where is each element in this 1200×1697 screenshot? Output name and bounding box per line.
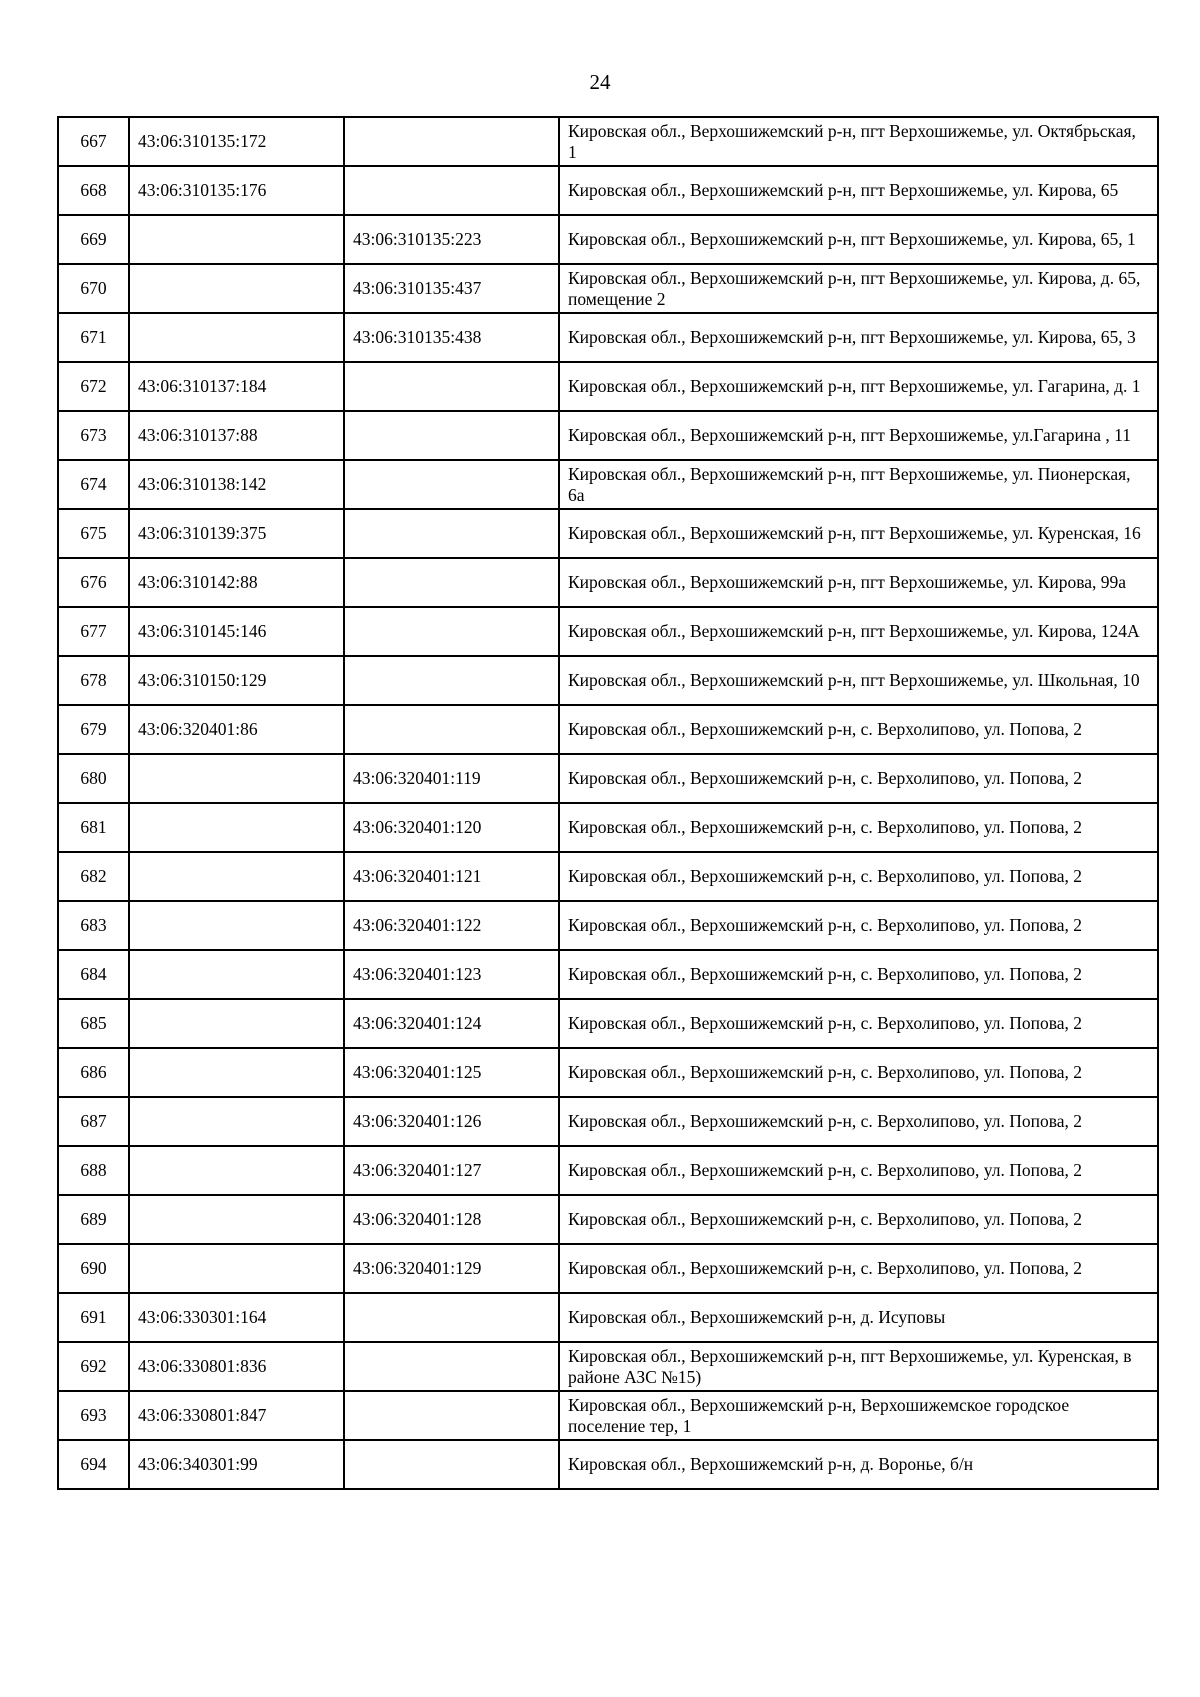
building-cadastral-number-cell: 43:06:320401:121: [344, 852, 559, 901]
table-row: [58, 607, 1158, 656]
row-number-cell: 687: [58, 1097, 129, 1146]
page-number: 24: [589, 70, 611, 94]
building-cadastral-number-cell: 43:06:320401:125: [344, 1048, 559, 1097]
land-cadastral-number-cell: [129, 950, 344, 999]
table-row: [58, 215, 1158, 264]
building-cadastral-number-cell: [344, 558, 559, 607]
building-cadastral-number-cell: [344, 656, 559, 705]
address-cell: Кировская обл., Верхошижемский р-н, с. Верхолипово, ул. Попова, 2: [559, 1048, 1158, 1097]
row-number-cell: 685: [58, 999, 129, 1048]
land-cadastral-number-cell: 43:06:310137:88: [129, 411, 344, 460]
building-cadastral-number-cell: 43:06:320401:126: [344, 1097, 559, 1146]
address-cell: Кировская обл., Верхошижемский р-н, д. Воронье, б/н: [559, 1440, 1158, 1489]
building-cadastral-number-cell: 43:06:320401:128: [344, 1195, 559, 1244]
row-number-cell: 693: [58, 1391, 129, 1440]
building-cadastral-number-cell: 43:06:320401:127: [344, 1146, 559, 1195]
address-cell: Кировская обл., Верхошижемский р-н, пгт Верхошижемье, ул. Кирова, 65, 1: [559, 215, 1158, 264]
table-row: [58, 950, 1158, 999]
row-number-cell: 668: [58, 166, 129, 215]
row-number-cell: 674: [58, 460, 129, 509]
land-cadastral-number-cell: [129, 1048, 344, 1097]
address-cell: Кировская обл., Верхошижемский р-н, пгт Верхошижемье, ул. Пионерская, 6а: [559, 460, 1158, 509]
land-cadastral-number-cell: 43:06:310138:142: [129, 460, 344, 509]
land-cadastral-number-cell: [129, 1244, 344, 1293]
land-cadastral-number-cell: [129, 754, 344, 803]
row-number-cell: 684: [58, 950, 129, 999]
building-cadastral-number-cell: 43:06:320401:122: [344, 901, 559, 950]
table-row: [58, 1342, 1158, 1391]
table-row: [58, 803, 1158, 852]
row-number-cell: 671: [58, 313, 129, 362]
address-cell: Кировская обл., Верхошижемский р-н, с. Верхолипово, ул. Попова, 2: [559, 901, 1158, 950]
table-row: [58, 901, 1158, 950]
land-cadastral-number-cell: 43:06:310137:184: [129, 362, 344, 411]
address-cell: Кировская обл., Верхошижемский р-н, пгт Верхошижемье, ул. Кирова, 99а: [559, 558, 1158, 607]
land-cadastral-number-cell: 43:06:310139:375: [129, 509, 344, 558]
address-cell: Кировская обл., Верхошижемский р-н, с. Верхолипово, ул. Попова, 2: [559, 1146, 1158, 1195]
building-cadastral-number-cell: 43:06:320401:129: [344, 1244, 559, 1293]
building-cadastral-number-cell: 43:06:310135:437: [344, 264, 559, 313]
land-cadastral-number-cell: 43:06:310135:176: [129, 166, 344, 215]
building-cadastral-number-cell: 43:06:310135:223: [344, 215, 559, 264]
table-row: [58, 1048, 1158, 1097]
row-number-cell: 669: [58, 215, 129, 264]
land-cadastral-number-cell: [129, 852, 344, 901]
row-number-cell: 672: [58, 362, 129, 411]
table-row: [58, 1293, 1158, 1342]
row-number-cell: 692: [58, 1342, 129, 1391]
table-row: [58, 1097, 1158, 1146]
building-cadastral-number-cell: [344, 362, 559, 411]
table-row: [58, 558, 1158, 607]
table-row: [58, 1146, 1158, 1195]
building-cadastral-number-cell: 43:06:310135:438: [344, 313, 559, 362]
row-number-cell: 676: [58, 558, 129, 607]
row-number-cell: 670: [58, 264, 129, 313]
table-row: [58, 1440, 1158, 1489]
address-cell: Кировская обл., Верхошижемский р-н, пгт Верхошижемье, ул. Октябрьская, 1: [559, 117, 1158, 166]
building-cadastral-number-cell: [344, 705, 559, 754]
address-cell: Кировская обл., Верхошижемский р-н, пгт Верхошижемье, ул. Гагарина, д. 1: [559, 362, 1158, 411]
address-cell: Кировская обл., Верхошижемский р-н, с. Верхолипово, ул. Попова, 2: [559, 999, 1158, 1048]
table-row: [58, 1391, 1158, 1440]
table-row: [58, 313, 1158, 362]
row-number-cell: 673: [58, 411, 129, 460]
land-cadastral-number-cell: 43:06:310135:172: [129, 117, 344, 166]
table-row: [58, 999, 1158, 1048]
table-row: [58, 852, 1158, 901]
land-cadastral-number-cell: 43:06:310142:88: [129, 558, 344, 607]
address-cell: Кировская обл., Верхошижемский р-н, с. Верхолипово, ул. Попова, 2: [559, 1244, 1158, 1293]
table-row: [58, 754, 1158, 803]
table-row: [58, 656, 1158, 705]
land-cadastral-number-cell: 43:06:330301:164: [129, 1293, 344, 1342]
land-cadastral-number-cell: 43:06:340301:99: [129, 1440, 344, 1489]
land-cadastral-number-cell: [129, 1146, 344, 1195]
address-cell: Кировская обл., Верхошижемский р-н, пгт Верхошижемье, ул. Кирова, 65, 3: [559, 313, 1158, 362]
land-cadastral-number-cell: [129, 901, 344, 950]
address-cell: Кировская обл., Верхошижемский р-н, пгт Верхошижемье, ул. Кирова, д. 65, помещение 2: [559, 264, 1158, 313]
land-cadastral-number-cell: 43:06:310145:146: [129, 607, 344, 656]
land-cadastral-number-cell: [129, 215, 344, 264]
row-number-cell: 679: [58, 705, 129, 754]
building-cadastral-number-cell: 43:06:320401:123: [344, 950, 559, 999]
row-number-cell: 691: [58, 1293, 129, 1342]
land-cadastral-number-cell: 43:06:320401:86: [129, 705, 344, 754]
table-row: [58, 264, 1158, 313]
address-cell: Кировская обл., Верхошижемский р-н, пгт Верхошижемье, ул. Куренская, в районе АЗС №15): [559, 1342, 1158, 1391]
building-cadastral-number-cell: [344, 509, 559, 558]
row-number-cell: 689: [58, 1195, 129, 1244]
building-cadastral-number-cell: [344, 117, 559, 166]
address-cell: Кировская обл., Верхошижемский р-н, пгт Верхошижемье, ул. Школьная, 10: [559, 656, 1158, 705]
land-cadastral-number-cell: [129, 803, 344, 852]
building-cadastral-number-cell: [344, 1391, 559, 1440]
address-cell: Кировская обл., Верхошижемский р-н, с. Верхолипово, ул. Попова, 2: [559, 803, 1158, 852]
row-number-cell: 680: [58, 754, 129, 803]
row-number-cell: 688: [58, 1146, 129, 1195]
address-cell: Кировская обл., Верхошижемский р-н, с. Верхолипово, ул. Попова, 2: [559, 705, 1158, 754]
building-cadastral-number-cell: [344, 460, 559, 509]
table-row: [58, 362, 1158, 411]
address-cell: Кировская обл., Верхошижемский р-н, с. Верхолипово, ул. Попова, 2: [559, 1097, 1158, 1146]
row-number-cell: 667: [58, 117, 129, 166]
row-number-cell: 675: [58, 509, 129, 558]
row-number-cell: 690: [58, 1244, 129, 1293]
building-cadastral-number-cell: [344, 1342, 559, 1391]
table-row: [58, 166, 1158, 215]
building-cadastral-number-cell: 43:06:320401:120: [344, 803, 559, 852]
table-row: [58, 705, 1158, 754]
table-row: [58, 117, 1158, 166]
building-cadastral-number-cell: 43:06:320401:124: [344, 999, 559, 1048]
address-cell: Кировская обл., Верхошижемский р-н, д. Исуповы: [559, 1293, 1158, 1342]
row-number-cell: 694: [58, 1440, 129, 1489]
address-cell: Кировская обл., Верхошижемский р-н, с. Верхолипово, ул. Попова, 2: [559, 1195, 1158, 1244]
address-cell: Кировская обл., Верхошижемский р-н, с. Верхолипово, ул. Попова, 2: [559, 852, 1158, 901]
building-cadastral-number-cell: [344, 411, 559, 460]
building-cadastral-number-cell: [344, 607, 559, 656]
address-cell: Кировская обл., Верхошижемский р-н, пгт Верхошижемье, ул. Куренская, 16: [559, 509, 1158, 558]
land-cadastral-number-cell: [129, 1195, 344, 1244]
row-number-cell: 683: [58, 901, 129, 950]
land-cadastral-number-cell: 43:06:310150:129: [129, 656, 344, 705]
address-cell: Кировская обл., Верхошижемский р-н, Верхошижемское городское поселение тер, 1: [559, 1391, 1158, 1440]
land-cadastral-number-cell: 43:06:330801:836: [129, 1342, 344, 1391]
land-cadastral-number-cell: [129, 1097, 344, 1146]
row-number-cell: 682: [58, 852, 129, 901]
building-cadastral-number-cell: 43:06:320401:119: [344, 754, 559, 803]
land-cadastral-number-cell: [129, 999, 344, 1048]
table-row: [58, 509, 1158, 558]
row-number-cell: 686: [58, 1048, 129, 1097]
table-body: [58, 117, 1158, 1489]
building-cadastral-number-cell: [344, 1293, 559, 1342]
land-cadastral-number-cell: 43:06:330801:847: [129, 1391, 344, 1440]
row-number-cell: 678: [58, 656, 129, 705]
address-cell: Кировская обл., Верхошижемский р-н, пгт Верхошижемье, ул. Кирова, 124А: [559, 607, 1158, 656]
building-cadastral-number-cell: [344, 1440, 559, 1489]
building-cadastral-number-cell: [344, 166, 559, 215]
address-cell: Кировская обл., Верхошижемский р-н, с. Верхолипово, ул. Попова, 2: [559, 754, 1158, 803]
land-cadastral-number-cell: [129, 264, 344, 313]
table-row: [58, 411, 1158, 460]
land-cadastral-number-cell: [129, 313, 344, 362]
table-row: [58, 460, 1158, 509]
table-row: [58, 1195, 1158, 1244]
row-number-cell: 677: [58, 607, 129, 656]
cadastral-table: [57, 116, 1159, 1490]
address-cell: Кировская обл., Верхошижемский р-н, с. Верхолипово, ул. Попова, 2: [559, 950, 1158, 999]
row-number-cell: 681: [58, 803, 129, 852]
table-row: [58, 1244, 1158, 1293]
address-cell: Кировская обл., Верхошижемский р-н, пгт Верхошижемье, ул. Кирова, 65: [559, 166, 1158, 215]
address-cell: Кировская обл., Верхошижемский р-н, пгт Верхошижемье, ул.Гагарина , 11: [559, 411, 1158, 460]
